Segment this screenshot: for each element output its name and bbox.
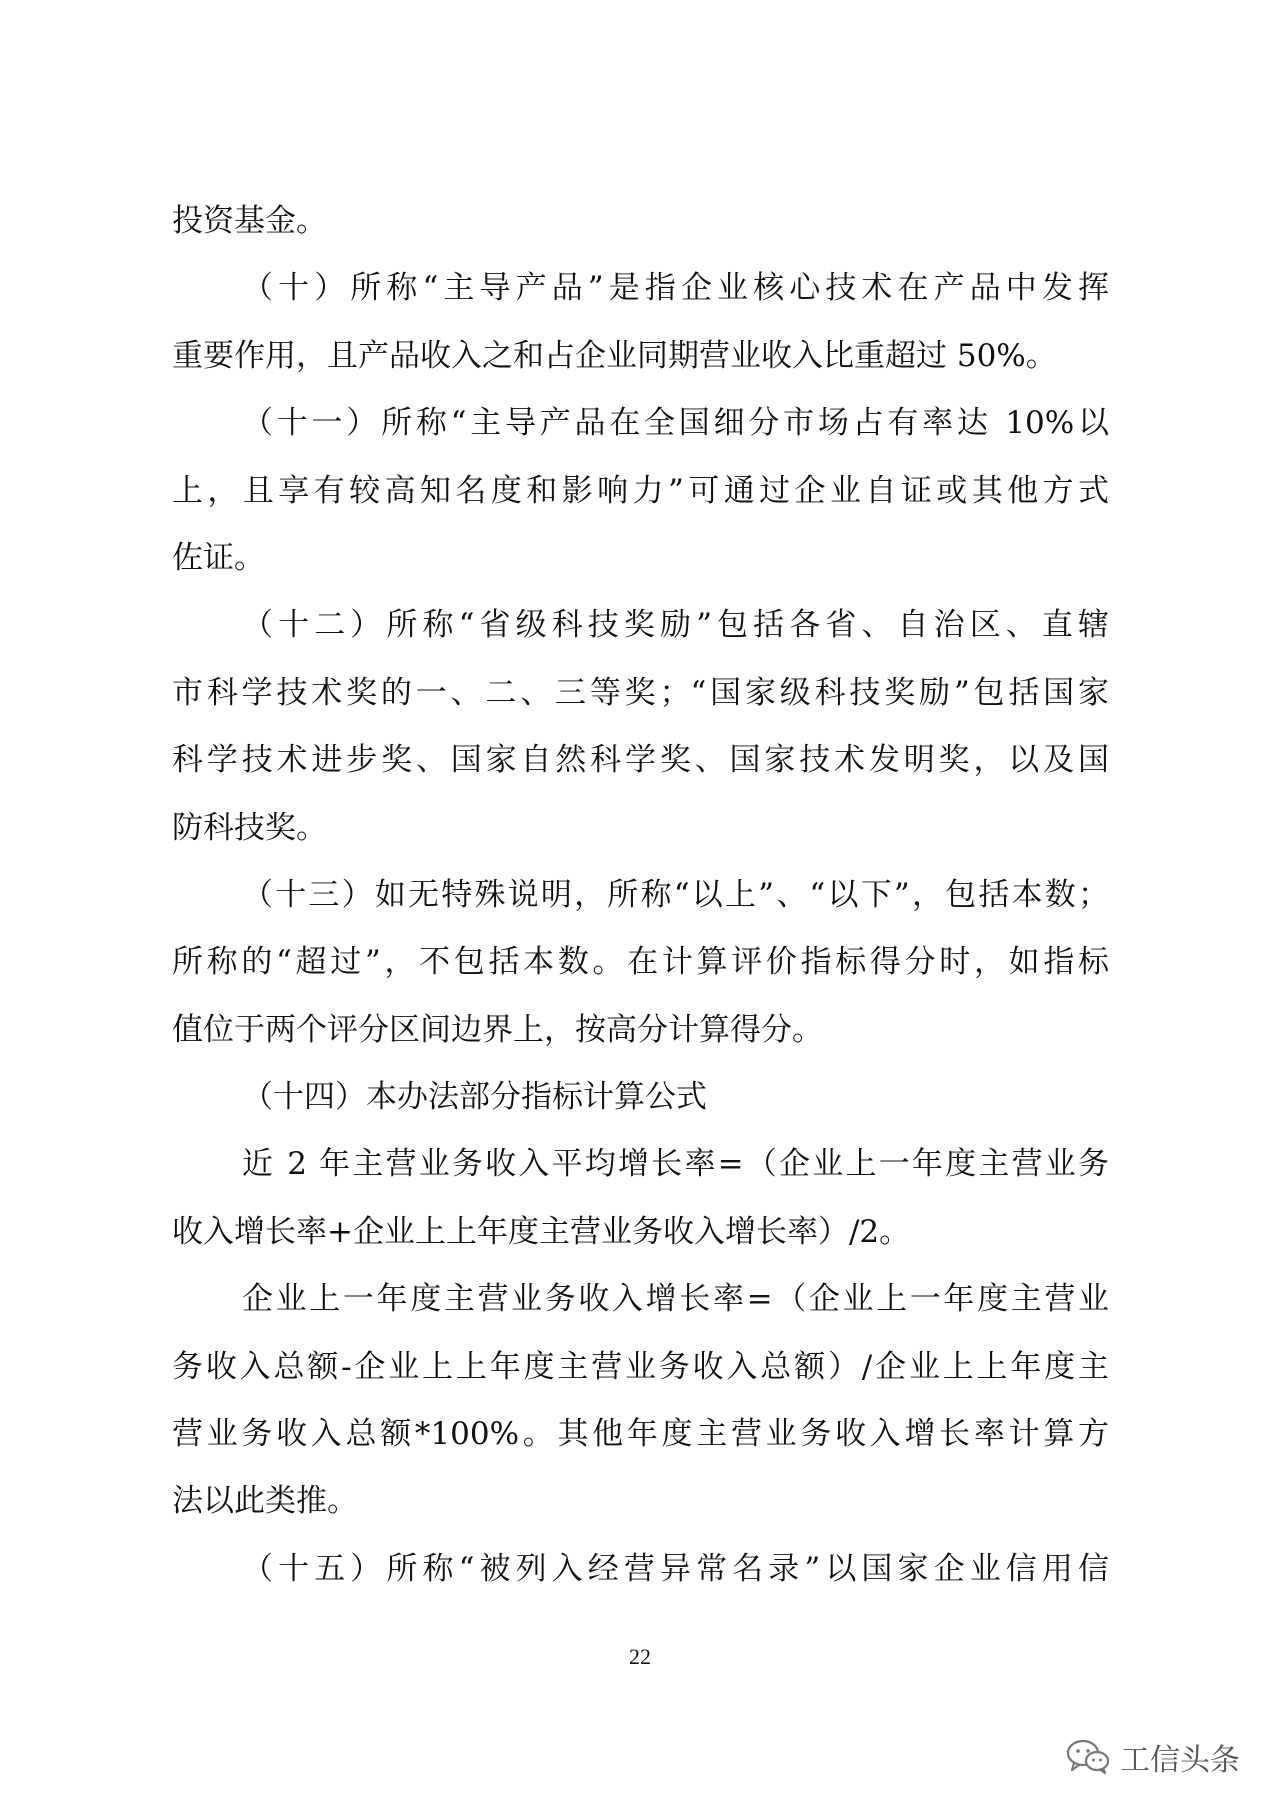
text-line: （十五）所称“被列入经营异常名录”以国家企业信用信 <box>242 1550 1109 1587</box>
wechat-icon <box>1066 1739 1110 1775</box>
text-line: 佐证。 <box>172 539 265 576</box>
text-line: 企业上一年度主营业务收入增长率=（企业上一年度主营业 <box>242 1281 1109 1318</box>
text-line: 市科学技术奖的一、二、三等奖；“国家级科技奖励”包括国家 <box>172 674 1109 711</box>
text-line: （十二）所称“省级科技奖励”包括各省、自治区、直辖 <box>242 607 1109 644</box>
body-text <box>172 188 1109 1603</box>
text-line: （十三）如无特殊说明，所称“以上”、“以下”，包括本数； <box>242 876 1109 913</box>
text-line: （十一）所称“主导产品在全国细分市场占有率达 10%以 <box>242 405 1109 442</box>
text-line: 近 2 年主营业务收入平均增长率=（企业上一年度主营业务 <box>242 1146 1109 1183</box>
text-line: 重要作用，且产品收入之和占企业同期营业收入比重超过 50%。 <box>172 337 1057 374</box>
text-line: 科学技术进步奖、国家自然科学奖、国家技术发明奖，以及国 <box>172 742 1109 779</box>
watermark <box>1066 1735 1240 1779</box>
text-line: 法以此类推。 <box>172 1483 358 1520</box>
text-line: 营业务收入总额*100%。其他年度主营业务收入增长率计算方 <box>172 1416 1109 1453</box>
text-line: 所称的“超过”，不包括本数。在计算评价指标得分时，如指标 <box>172 944 1109 981</box>
text-line: （十）所称“主导产品”是指企业核心技术在产品中发挥 <box>242 270 1109 307</box>
text-line: 务收入总额-企业上上年度主营业务收入总额）/企业上上年度主 <box>172 1348 1109 1385</box>
text-line: 上，且享有较高知名度和影响力”可通过企业自证或其他方式 <box>172 472 1109 509</box>
watermark-text: 工信头条 <box>1120 1743 1240 1778</box>
text-line: 防科技奖。 <box>172 809 327 846</box>
text-line: 值位于两个评分区间边界上，按高分计算得分。 <box>172 1011 823 1048</box>
text-line: 收入增长率+企业上上年度主营业务收入增长率）/2。 <box>172 1213 911 1250</box>
text-line: （十四）本办法部分指标计算公式 <box>242 1079 707 1116</box>
page-number: 22 <box>629 1644 651 1669</box>
text-line: 投资基金。 <box>172 203 327 239</box>
